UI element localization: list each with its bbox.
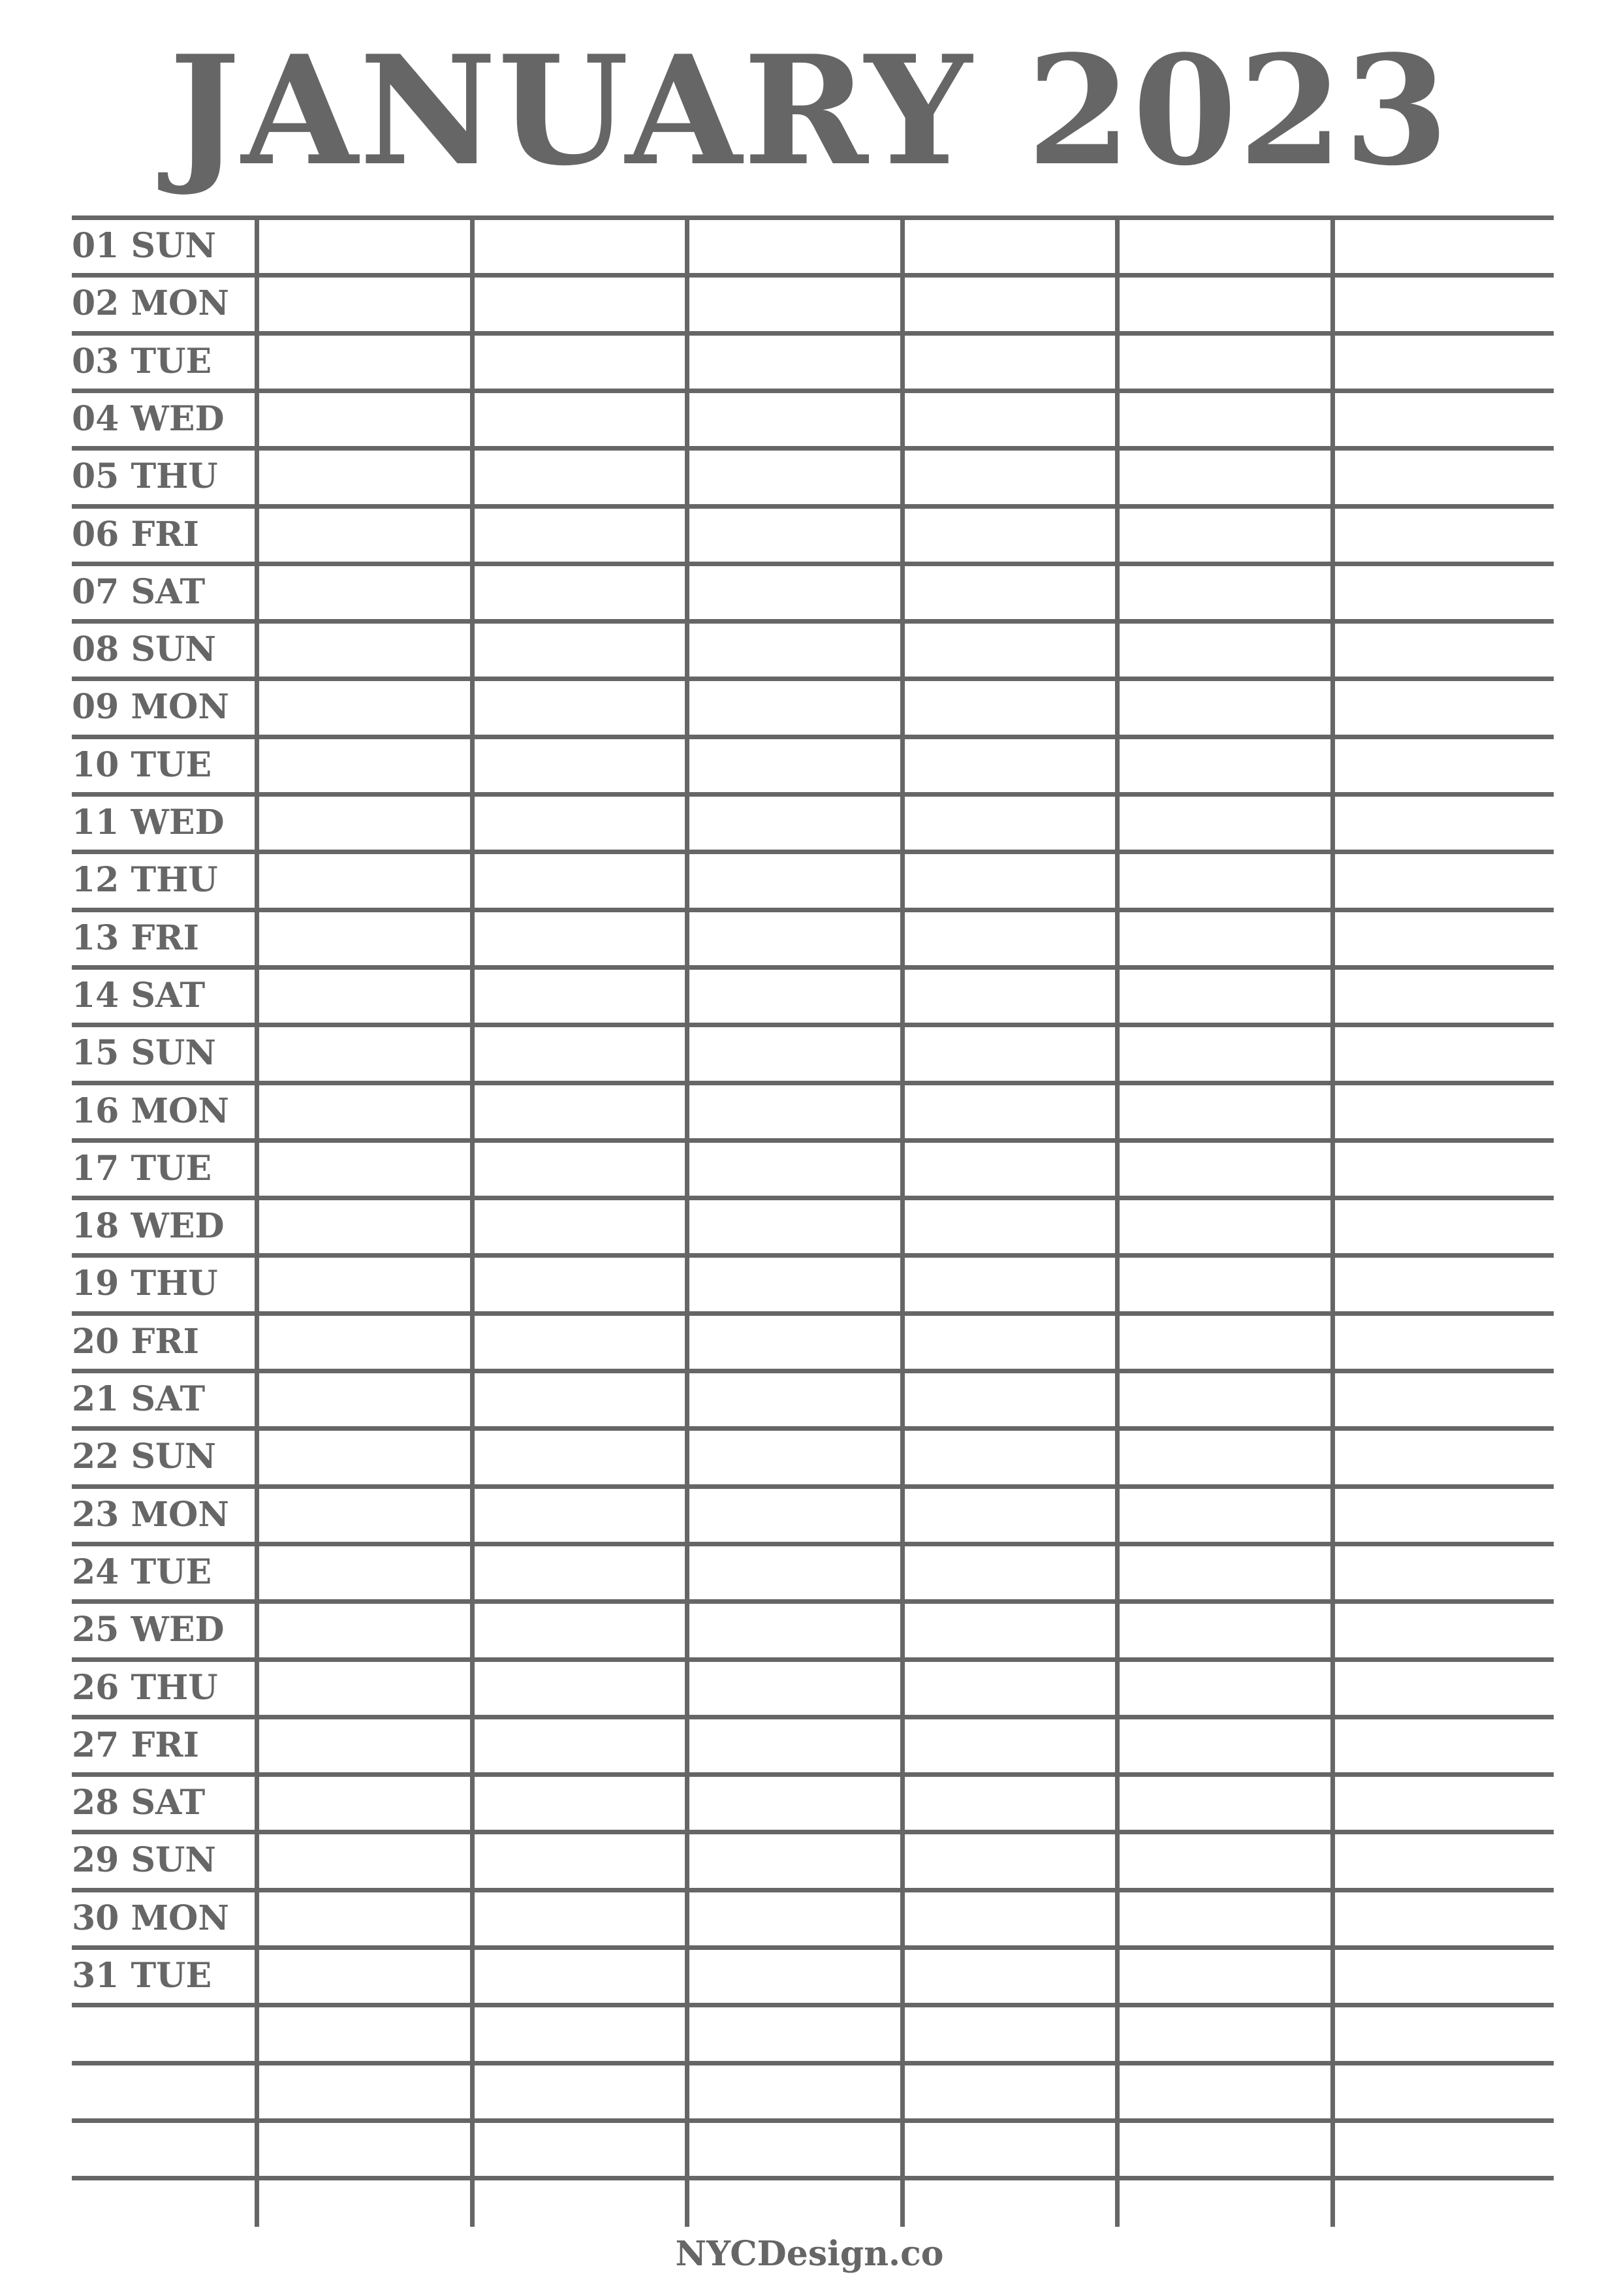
day-label: 04 WED [72,399,225,439]
day-label: 09 MON [72,687,229,727]
day-label: 07 SAT [72,572,206,612]
day-label: 25 WED [72,1610,225,1650]
column-divider [685,215,689,2227]
day-label: 24 TUE [72,1552,212,1592]
day-label: 20 FRI [72,1322,199,1362]
day-label: 05 THU [72,456,218,496]
day-label: 23 MON [72,1495,229,1535]
day-label: 03 TUE [72,342,212,381]
day-label: 01 SUN [72,226,216,266]
day-label: 27 FRI [72,1725,199,1765]
day-label: 16 MON [72,1091,229,1131]
day-label: 17 TUE [72,1149,212,1188]
day-label: 02 MON [72,283,229,323]
day-label: 19 THU [72,1264,218,1303]
day-label: 14 SAT [72,976,206,1015]
day-label: 29 SUN [72,1840,216,1880]
page-title: JANUARY 2023 [169,23,1450,199]
day-label: 21 SAT [72,1379,206,1419]
day-label: 10 TUE [72,745,212,785]
day-label: 30 MON [72,1898,229,1938]
column-divider [900,215,905,2227]
column-divider [255,215,259,2227]
column-divider [470,215,475,2227]
day-label: 15 SUN [72,1033,216,1073]
day-label: 08 SUN [72,630,216,669]
day-label: 12 THU [72,860,218,900]
day-label: 22 SUN [72,1437,216,1476]
day-label: 11 WED [72,803,225,842]
day-label: 06 FRI [72,515,199,554]
day-label: 26 THU [72,1668,218,1708]
day-label: 13 FRI [72,918,199,958]
day-label: 18 WED [72,1206,225,1246]
day-label: 28 SAT [72,1783,206,1823]
column-divider [1330,215,1335,2227]
day-label: 31 TUE [72,1956,212,1996]
footer-brand: NYCDesign.co [675,2234,944,2274]
column-divider [1115,215,1120,2227]
